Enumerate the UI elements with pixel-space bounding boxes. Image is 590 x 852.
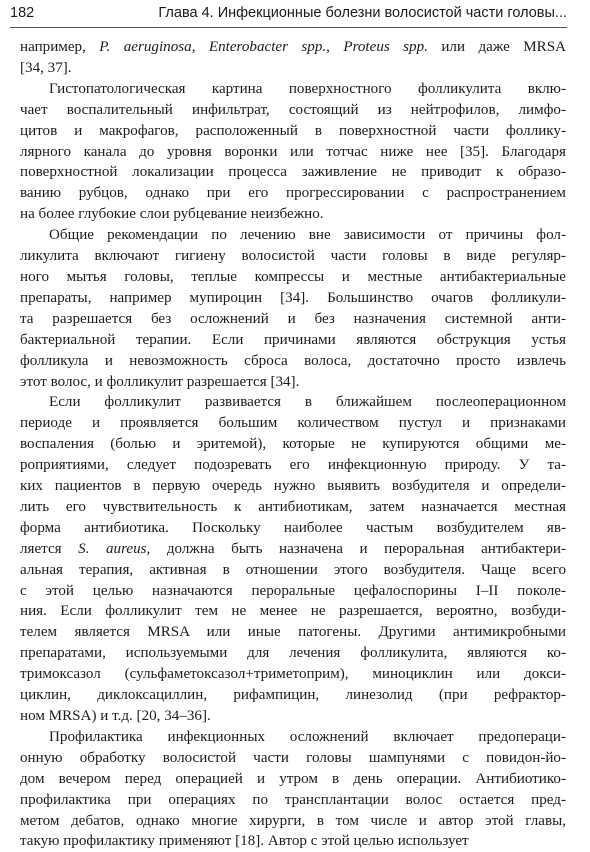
text-line — [20, 727, 566, 748]
text-line — [20, 413, 566, 434]
text-run: метом дебатов, однако многие хирурги, в том числе и автор этой главы, — [20, 812, 566, 829]
text-line — [20, 58, 566, 79]
italic-term: S. aureus — [78, 540, 147, 557]
text-line — [20, 330, 566, 351]
text-run: ванию рубцов, однако при его прогрессировании с распространением — [20, 185, 566, 202]
text-run: цитов и макрофагов, расположенный в поверхностной части фоллику- — [20, 122, 566, 139]
text-run: ном MRSA) и т.д. [20, 34–36]. — [20, 708, 211, 724]
text-line — [20, 79, 566, 100]
body-text — [20, 37, 566, 852]
text-run: препараты, например мупироцин [34]. Большинство очагов фолликули- — [20, 289, 566, 306]
text-run: ких пациентов в первую очередь нужно выявить возбудителя и определи- — [20, 478, 566, 495]
text-run: Профилактика инфекционных осложнений включает предопераци- — [49, 728, 566, 745]
italic-term: P. aeruginosa — [99, 39, 192, 55]
text-run: на более глубокие слои рубцевание неизбежно. — [20, 206, 324, 223]
text-run: лить его чувствительность к антибиотикам, затем назначается местная — [20, 498, 566, 515]
text-run: , должна быть назначена и пероральная антибактери- — [146, 540, 566, 557]
text-line — [20, 267, 566, 288]
text-run: чает воспалительный инфильтрат, состоящий из нейтрофилов, лимфо- — [20, 101, 566, 118]
text-line — [20, 37, 566, 58]
text-run: такую профилактику применяют [18]. Автор с этой целью использует — [20, 833, 469, 850]
text-line — [20, 162, 566, 183]
text-run: Гистопатологическая картина поверхностного фолликулита вклю- — [49, 80, 566, 97]
text-line — [20, 811, 566, 832]
text-line — [20, 351, 566, 372]
text-line — [20, 581, 566, 602]
text-line — [20, 476, 566, 497]
text-run: тримоксазол (сульфаметоксазол+триметоприм), миноциклин или докси- — [20, 666, 566, 683]
text-line — [20, 372, 566, 393]
text-run: ного мытья головы, теплые компрессы и местные антибактериальные — [20, 268, 566, 285]
text-run: Общие рекомендации по лечению вне зависимости от причины фол- — [49, 227, 566, 244]
text-run: ляется — [20, 540, 79, 557]
text-run: телем является MRSA или иные патогены. Другими антимикробными — [20, 624, 566, 641]
text-run: ликулита включают гигиену волосистой части головы в виде регуляр- — [20, 248, 566, 265]
text-line — [20, 790, 566, 811]
header-rule — [10, 27, 567, 28]
text-run: бактериальной терапии. Если причинами являются обструкция устья — [20, 331, 566, 348]
running-head: Глава 4. Инфекционные болезни волосистой части головы... — [158, 5, 567, 21]
text-run: [34, 37]. — [20, 59, 72, 76]
text-run: воспаления (болью и эритемой), которые не купируются общими ме- — [20, 436, 566, 453]
page-number: 182 — [10, 5, 35, 21]
text-run: периоде и проявляется большим количеством пустул и признаками — [20, 415, 566, 432]
text-run: , — [191, 39, 209, 55]
italic-term: Proteus spp. — [343, 39, 428, 55]
text-line — [20, 748, 566, 769]
text-run: форма антибиотика. Поскольку наиболее частым возбудителем яв- — [20, 519, 566, 536]
text-run: дом вечером перед операцией и утром в день операции. Антибиотико- — [20, 770, 566, 787]
text-line — [20, 664, 566, 685]
text-run: роприятиями, следует подозревать его инфекционную природу. У та- — [20, 457, 566, 474]
text-line — [20, 434, 566, 455]
page-header — [0, 0, 590, 28]
italic-term: Enterobacter spp. — [208, 39, 327, 55]
text-run: препаратами, используемыми для лечения фолликулита, являются ко- — [20, 645, 566, 662]
text-line — [20, 183, 566, 204]
text-run: та разрешается без осложнений и без назначения системной анти- — [20, 310, 566, 327]
text-run: ния. Если фолликулит тем не менее не разрешается, вероятно, возбуди- — [20, 603, 566, 620]
text-run: лярного канала до уровня воронки или тотчас ниже нее [35]. Благодаря — [20, 143, 566, 160]
text-run: этот волос, и фолликулит разрешается [34]. — [20, 373, 300, 390]
paragraph — [20, 727, 566, 852]
text-run: циклин, диклоксациллин, рифампицин, линезолид (при рефрактор- — [20, 687, 566, 704]
text-line — [20, 100, 566, 121]
text-line — [20, 497, 566, 518]
text-run: или даже MRSA — [427, 39, 566, 55]
text-line — [20, 539, 566, 560]
paragraph — [20, 392, 566, 727]
text-line — [20, 831, 566, 852]
text-line — [20, 601, 566, 622]
text-run: например, — [20, 39, 100, 55]
text-line — [20, 518, 566, 539]
text-run: с этой целью назначаются пероральные цефалоспорины I–II поколе- — [20, 582, 566, 599]
text-line — [20, 560, 566, 581]
text-run: , — [326, 39, 344, 55]
text-run: профилактика при операциях по трансплантации волос остается пред- — [20, 791, 566, 808]
text-line — [20, 142, 566, 163]
text-line — [20, 225, 566, 246]
text-run: онную обработку волосистой части головы шампунями с повидон-йо- — [20, 749, 566, 766]
text-line — [20, 685, 566, 706]
text-run: Если фолликулит развивается в ближайшем послеоперационном — [49, 394, 566, 411]
text-line — [20, 246, 566, 267]
text-line — [20, 622, 566, 643]
text-line — [20, 706, 566, 727]
text-line — [20, 288, 566, 309]
paragraph — [20, 225, 566, 392]
paragraph — [20, 37, 566, 79]
text-line — [20, 769, 566, 790]
text-run: альная терапия, активная в отношении этого возбудителя. Чаще всего — [20, 561, 566, 578]
text-line — [20, 643, 566, 664]
text-line — [20, 204, 566, 225]
text-line — [20, 121, 566, 142]
text-line — [20, 309, 566, 330]
text-run: поверхностной локализации процесса заживление не приводит к образо- — [20, 164, 566, 181]
text-line — [20, 455, 566, 476]
text-run: фолликула и невозможность сброса волоса, достаточно просто извлечь — [20, 352, 566, 369]
text-line — [20, 392, 566, 413]
paragraph — [20, 79, 566, 225]
